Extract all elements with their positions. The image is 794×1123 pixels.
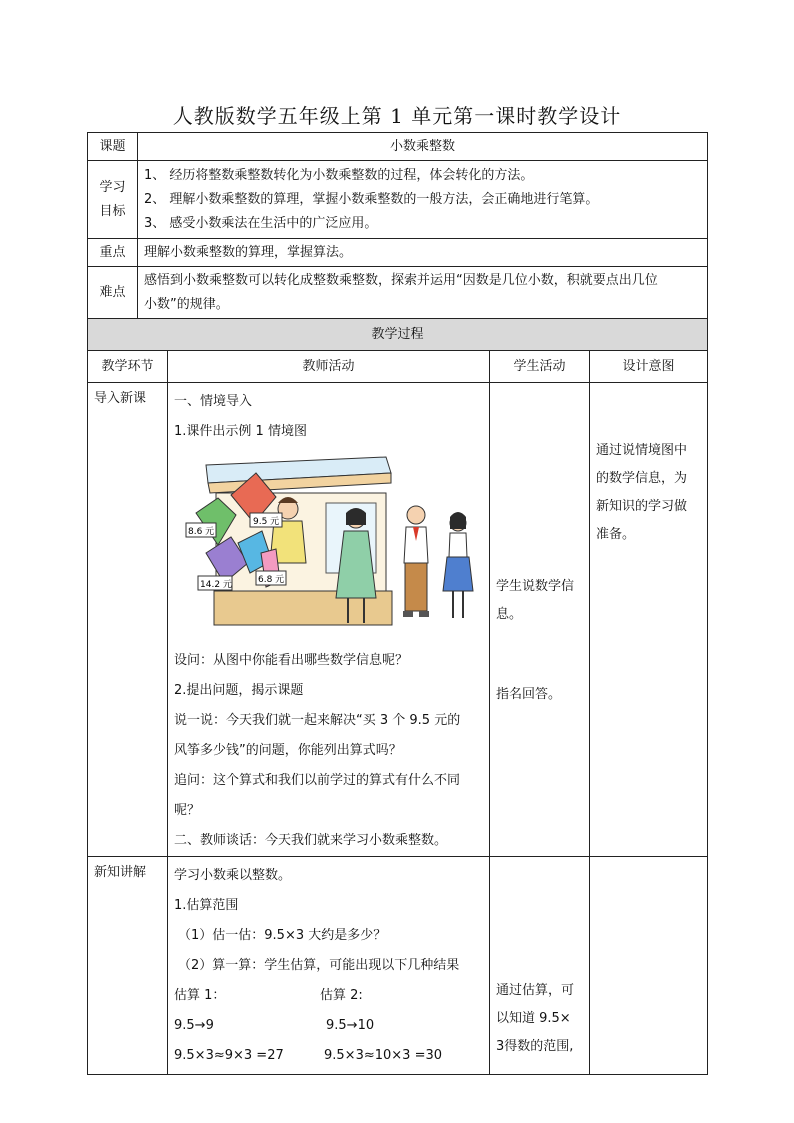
header-intent: 设计意图 bbox=[590, 351, 708, 383]
goal-item: 2、 理解小数乘整数的算理，掌握小数乘整数的一般方法，会正确地进行笔算。 bbox=[144, 191, 599, 207]
student-intro: 学生说数学信 息。 指名回答。 bbox=[490, 383, 590, 857]
goals-label: 学习 目标 bbox=[88, 161, 138, 239]
document-title: 人教版数学五年级上第 1 单元第一课时教学设计 bbox=[172, 104, 622, 128]
estimate-2-label: 估算 2: bbox=[320, 988, 363, 1003]
price-tag: 6.8 元 bbox=[258, 575, 285, 585]
teacher-intro: 一、情境导入 1.课件出示例 1 情境图 8.6 元 9.5 元 14.2 元 6.8 元 设问：从图中你能看出哪些数学信息呢？ 2.提出问题，揭示课题 说一说：今天我们就一起来解决“买 3 个 9.5 元的 风筝多少钱”的问题，你能列出算式吗？ 追问：这个算式和我们以前学过的算式有什么不同 呢？ 二、教师谈话：今天我们就来学习小数乘整数。 bbox=[168, 383, 490, 857]
goal-item: 1、 经历将整数乘整数转化为小数乘整数的过程，体会转化的方法。 bbox=[144, 167, 534, 183]
intent-intro: 通过说情境图中 的数学信息，为 新知识的学习做 准备。 bbox=[590, 383, 708, 857]
header-student: 学生活动 bbox=[490, 351, 590, 383]
estimate-2-result: 9.5×3≈10×3 =30 bbox=[324, 1048, 443, 1063]
stage-intro: 导入新课 bbox=[88, 383, 168, 857]
header-stage: 教学环节 bbox=[88, 351, 168, 383]
info-table bbox=[87, 132, 708, 319]
key-value: 理解小数乘整数的算理，掌握算法。 bbox=[138, 239, 708, 267]
stage-new: 新知讲解 bbox=[88, 857, 168, 1075]
key-label: 重点 bbox=[88, 239, 138, 267]
topic-label: 课题 bbox=[88, 133, 138, 161]
price-tag: 14.2 元 bbox=[200, 580, 232, 590]
teacher-new: 学习小数乘以整数。 1.估算范围 （1）估一估：9.5×3 大约是多少？ （2）算一算：学生估算，可能出现以下几种结果 估算 1： 估算 2: 9.5→9 9.5→10 9.5×3≈9×3 =27 9.5×3≈10×3 =30 bbox=[168, 857, 490, 1075]
scene-picture bbox=[176, 453, 483, 642]
price-tag: 9.5 元 bbox=[253, 517, 280, 527]
estimate-1-result: 9.5×3≈9×3 =27 bbox=[174, 1048, 284, 1063]
estimate-1-step: 9.5→9 bbox=[174, 1018, 214, 1033]
intent-new bbox=[590, 857, 708, 1075]
goals-list bbox=[138, 161, 708, 239]
difficulty-label: 难点 bbox=[88, 267, 138, 319]
difficulty-value: 感悟到小数乘整数可以转化成整数乘整数，探索并运用“因数是几位小数，积就要点出几位 小数”的规律。 bbox=[138, 267, 708, 319]
estimate-1-label: 估算 1： bbox=[174, 988, 226, 1003]
process-table bbox=[87, 318, 708, 1075]
goal-item: 3、 感受小数乘法在生活中的广泛应用。 bbox=[144, 215, 378, 231]
topic-value: 小数乘整数 bbox=[138, 133, 708, 161]
student-new: 通过估算，可 以知道 9.5× 3得数的范围, bbox=[490, 857, 590, 1075]
header-teacher: 教师活动 bbox=[168, 351, 490, 383]
estimate-2-step: 9.5→10 bbox=[326, 1018, 375, 1033]
process-heading: 教学过程 bbox=[88, 319, 708, 351]
price-tag: 8.6 元 bbox=[188, 527, 215, 537]
